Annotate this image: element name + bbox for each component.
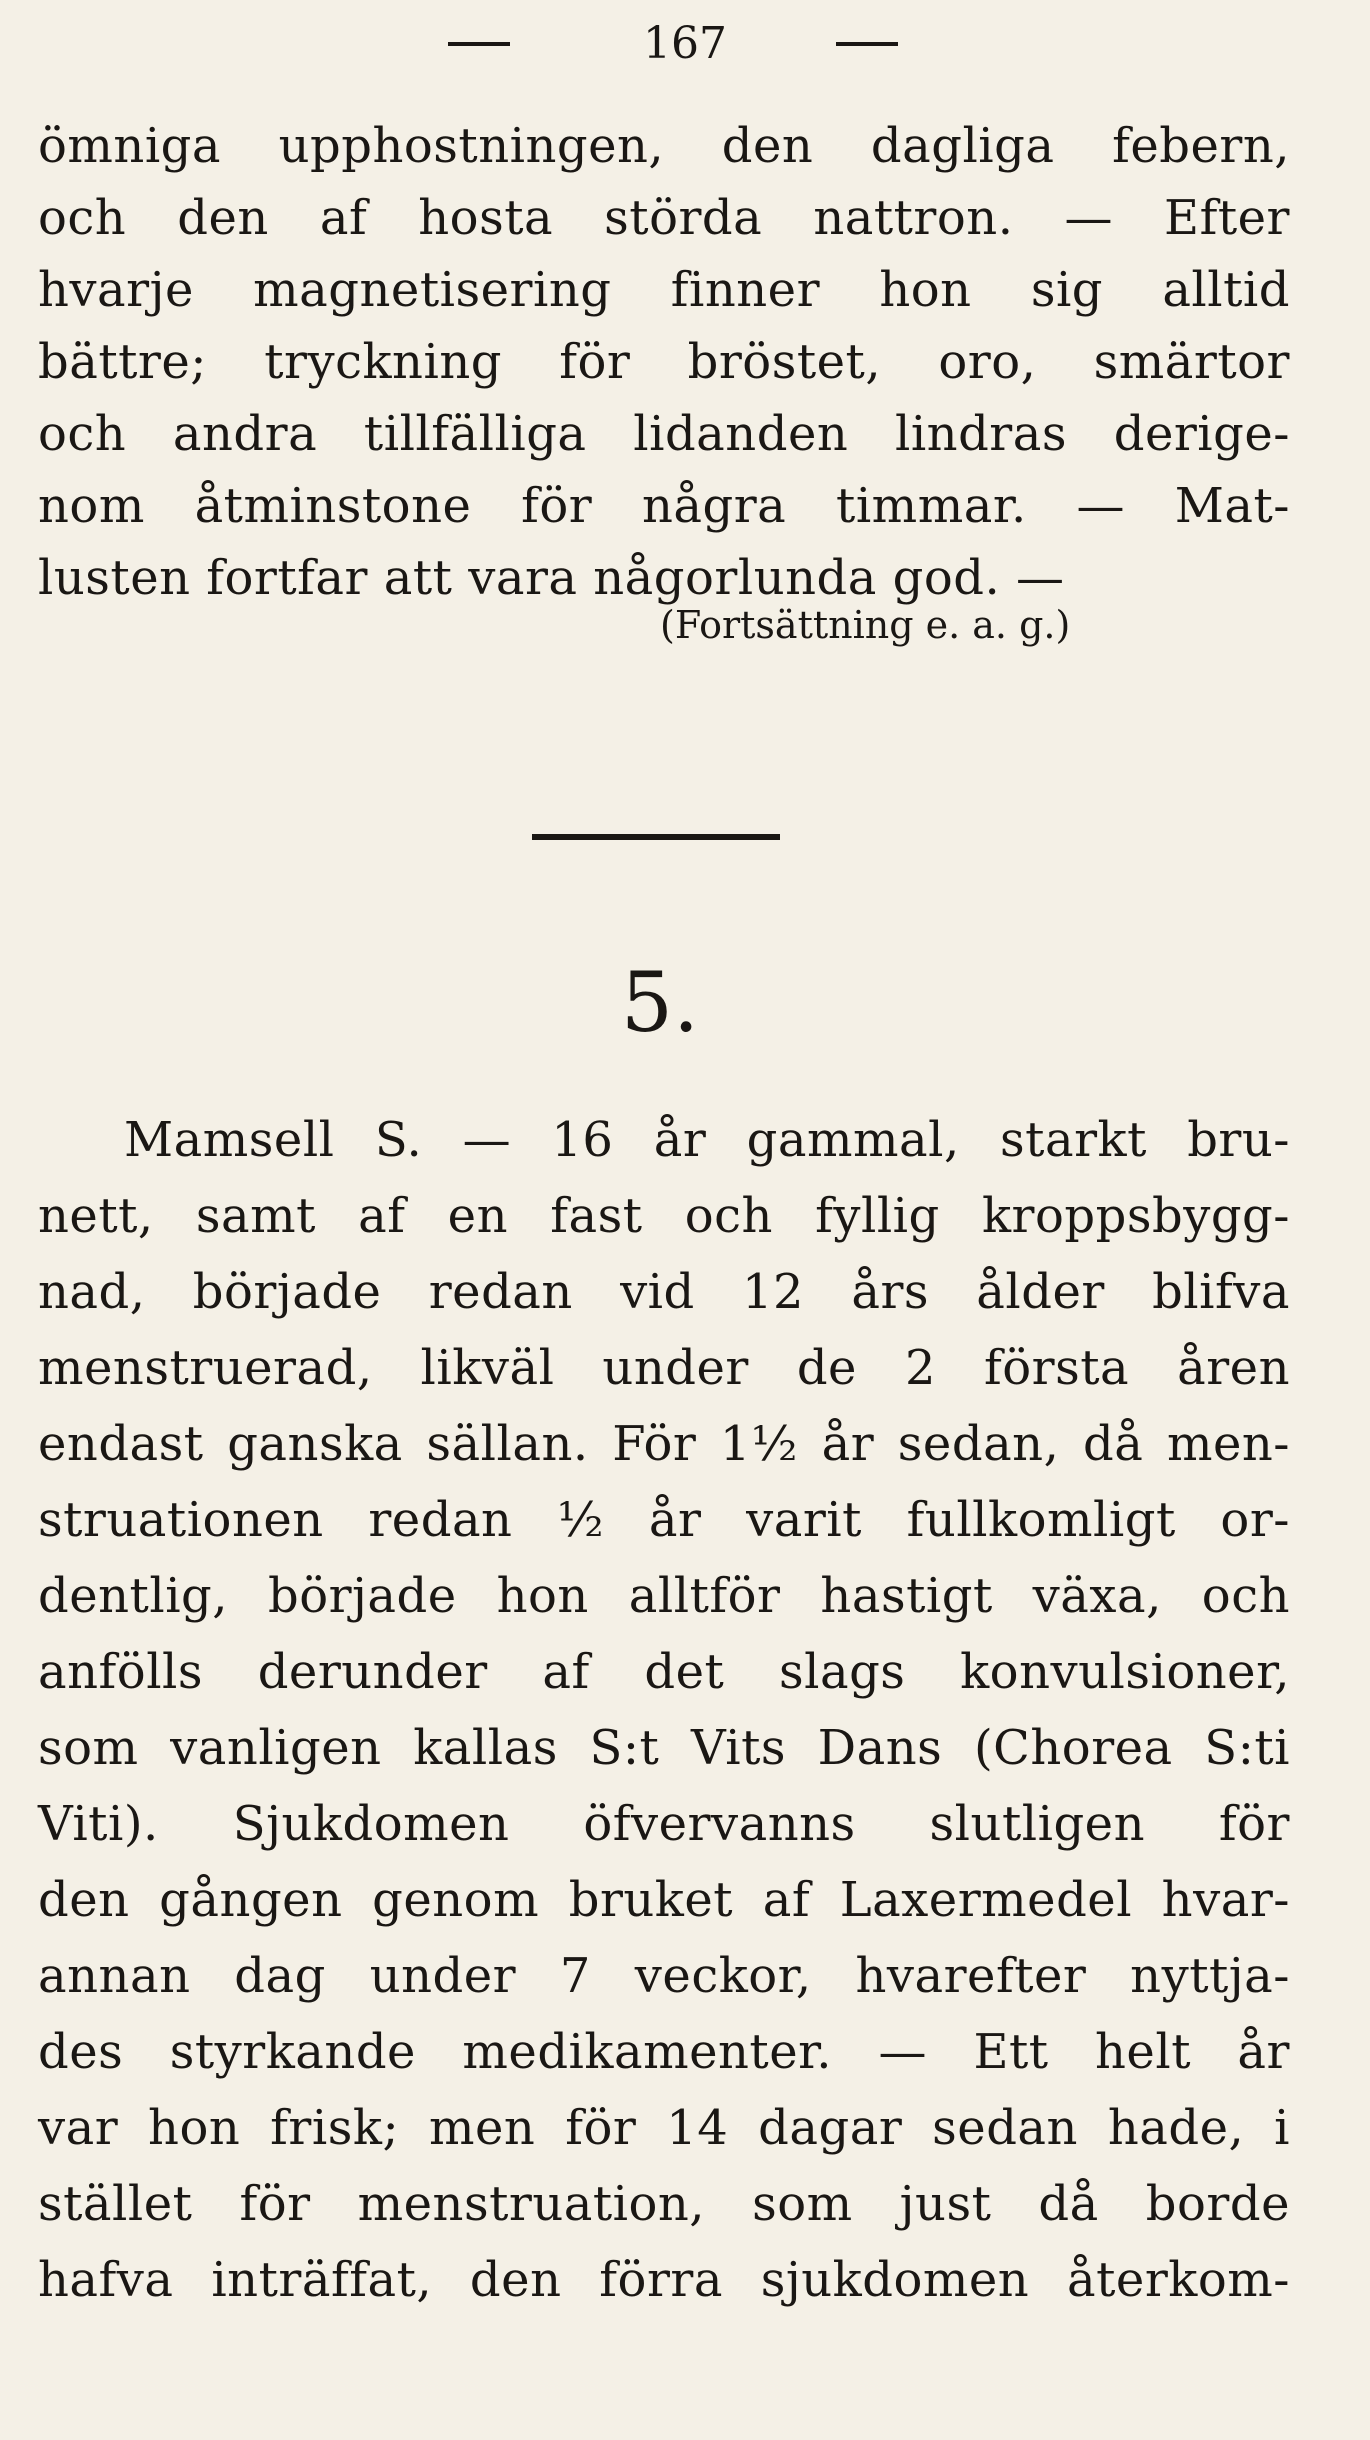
text-line: des styrkande medikamenter. — Ett helt år [38,2024,1290,2080]
text-line: Viti). Sjukdomen öfvervanns slutligen för [38,1796,1290,1852]
text-line: och andra tillfälliga lidanden lindras derige- [38,406,1290,462]
text-line: hafva inträffat, den förra sjukdomen återkom- [38,2252,1290,2308]
page-header [0,14,1370,74]
text-line: menstruerad, likväl under de 2 första åren [38,1340,1290,1396]
text-line: den gången genom bruket af Laxermedel hvar- [38,1872,1290,1928]
text-line: nett, samt af en fast och fyllig kroppsbygg- [38,1188,1290,1244]
text-line: bättre; tryckning för bröstet, oro, smärtor [38,334,1290,390]
text-line: var hon frisk; men för 14 dagar sedan hade, i [38,2100,1290,2156]
continuation-note [0,590,1370,660]
continuation-note-text: (Fortsättning e. a. g.) [660,603,1071,647]
text-line: Mamsell S. — 16 år gammal, starkt bru- [124,1112,1290,1168]
text-line: struationen redan ½ år varit fullkomligt or- [38,1492,1290,1548]
text-line: ömniga upphostningen, den dagliga febern, [38,118,1290,174]
header-dash-left [448,42,510,46]
text-line: annan dag under 7 veckor, hvarefter nyttja- [38,1948,1290,2004]
header-dash-right [836,42,898,46]
page-number: 167 [643,18,727,69]
text-line: endast ganska sällan. För 1½ år sedan, då men- [38,1416,1290,1472]
section-divider [532,834,780,840]
text-line: stället för menstruation, som just då borde [38,2176,1290,2232]
text-line: anfölls derunder af det slags konvulsioner, [38,1644,1290,1700]
text-line: lusten fortfar att vara någorlunda god. — [38,550,1065,606]
text-line: och den af hosta störda nattron. — Efter [38,190,1290,246]
text-line: nom åtminstone för några timmar. — Mat- [38,478,1290,534]
text-line: dentlig, började hon alltför hastigt växa, och [38,1568,1290,1624]
text-line: hvarje magnetisering finner hon sig alltid [38,262,1290,318]
section-number: 5. [620,956,700,1051]
text-line: som vanligen kallas S:t Vits Dans (Chorea S:ti [38,1720,1290,1776]
text-line: nad, började redan vid 12 års ålder blifva [38,1264,1290,1320]
